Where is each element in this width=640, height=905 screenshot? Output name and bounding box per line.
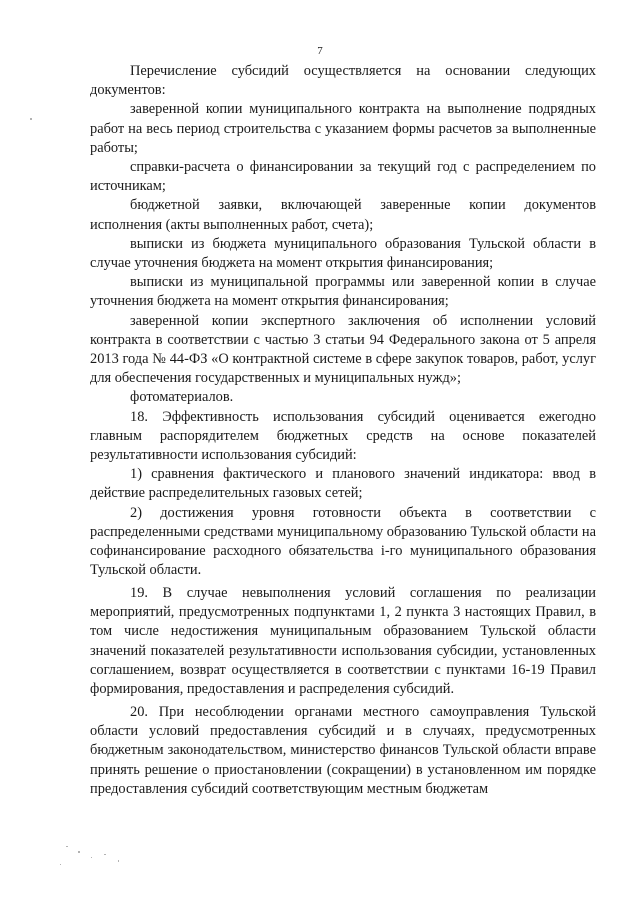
paragraph-item-20: 20. При несоблюдении органами местного самоуправления Тульской области условий предоставления субсидий и в случаях, предусмотренных бюджетным законодательством, министерство финансов Тульской области вправе принять решение о приостановлении (сокращении) в установленном им порядке предоставления субсидий соответствующим местным бюджетам [90,703,596,797]
page-number: 7 [317,45,323,57]
paragraph-budget-extract: выписки из бюджета муниципального образования Тульской области в случае уточнения бюджета на момент открытия финансирования; [90,235,596,272]
paragraph-item-18: 18. Эффективность использования субсидий оценивается ежегодно главным распорядителем бюджетных средств на основе показателей результативности использования субсидий: [90,408,596,464]
scan-speck [118,860,119,862]
scan-speck [60,864,61,865]
scan-speck [104,854,106,855]
scan-speck [66,846,68,847]
paragraph-expert-conclusion: заверенной копии экспертного заключения об исполнении условий контракта в соответствии с частью 3 статьи 94 Федерального закона от 5 апреля 2013 года № 44-ФЗ «О контрактной системе в сфере закупок товаров, работ, услуг для обеспечения государственных и муниципальных нужд»; [90,312,596,387]
paragraph-budget-request: бюджетной заявки, включающей заверенные копии документов исполнения (акты выполненных работ, счета); [90,197,596,233]
paragraph-indicator-2: 2) достижения уровня готовности объекта в соответствии с распределенными средствами муниципальному образованию Тульской области на софинансирование расходного обязательства i-го муниципального образования Тульской области. [90,504,596,579]
paragraph-indicator-1: 1) сравнения фактического и планового значений индикатора: ввод в действие распределительных газовых сетей; [90,466,596,502]
paragraph-program-extract: выписки из муниципальной программы или заверенной копии в случае уточнения бюджета на момент открытия финансирования; [90,274,596,310]
paragraph-contract-copy: заверенной копии муниципального контракта на выполнение подрядных работ на весь период строительства с указанием формы расчетов за выполненные работы; [90,101,596,156]
scan-speck [30,118,32,120]
document-body [90,62,596,799]
scan-speck [91,857,92,858]
scan-speck [78,851,80,853]
paragraph-intro: Перечисление субсидий осуществляется на основании следующих документов: [90,63,596,99]
paragraph-financing-certificate: справки-расчета о финансировании за текущий год с распределением по источникам; [90,159,596,195]
paragraph-photo-materials: фотоматериалов. [130,389,234,406]
paragraph-item-19: 19. В случае невыполнения условий соглашения по реализации мероприятий, предусмотренных подпунктами 1, 2 пункта 3 настоящих Правил, в том числе недостижения муниципальным образованием Тульской области значений показателей результативности использования субсидии, установленных соглашением, возврат осуществляется в соответствии с пунктами 16-19 Правил формирования, предоставления и распределения субсидий. [90,585,596,698]
